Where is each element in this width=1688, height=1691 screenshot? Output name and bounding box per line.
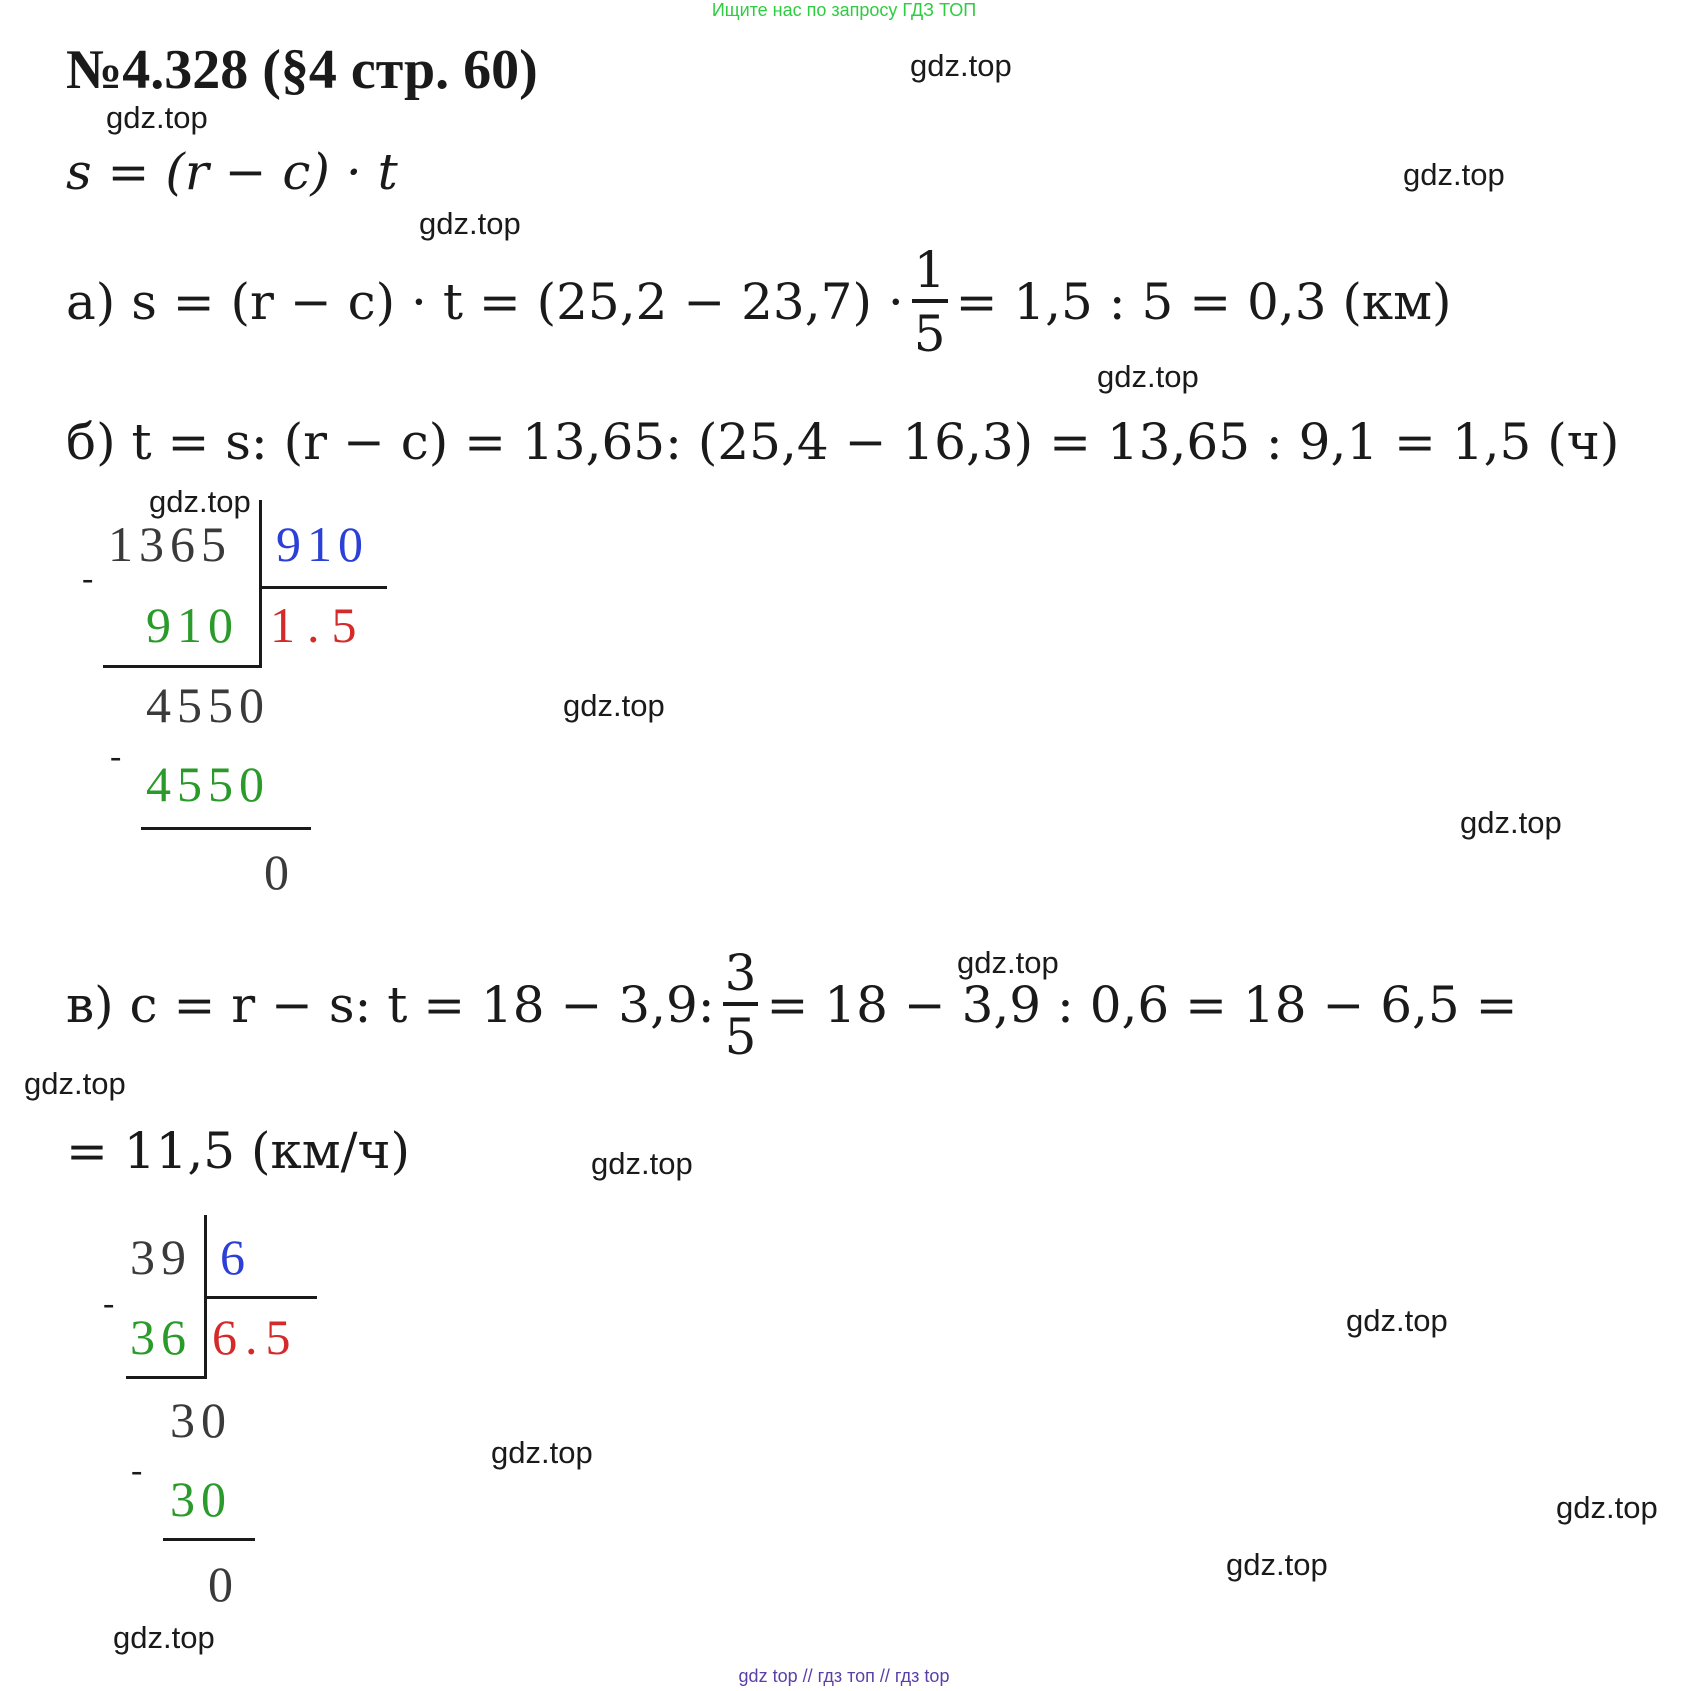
part-b-text: б) t = s: (r − c) = 13,65: (25,4 − 16,3) = 13,65 : 9,1 = 1,5 (ч) bbox=[66, 413, 1620, 471]
division-2-divisor-rule bbox=[204, 1296, 317, 1299]
watermark: gdz.top bbox=[24, 1066, 126, 1101]
watermark: gdz.top bbox=[910, 48, 1012, 83]
watermark: gdz.top bbox=[591, 1146, 693, 1181]
base-formula: s = (r − c) · t bbox=[66, 143, 398, 201]
division-1-rule-2 bbox=[141, 827, 311, 830]
division-2-rule-2 bbox=[163, 1538, 255, 1541]
division-2-divisor: 6 bbox=[220, 1229, 245, 1285]
division-1-minus-1: - bbox=[82, 560, 94, 597]
division-1-minus-2: - bbox=[110, 738, 122, 775]
part-c-fraction bbox=[723, 944, 759, 1066]
division-2-quotient: 6.5 bbox=[212, 1309, 299, 1365]
division-1-subtrahend-1: 910 bbox=[146, 597, 239, 653]
division-2-result: 0 bbox=[208, 1556, 233, 1612]
part-b bbox=[66, 413, 1619, 471]
division-2-rule-1 bbox=[126, 1376, 207, 1379]
watermark: gdz.top bbox=[563, 688, 665, 723]
footer-links: gdz top // гдз топ // гдз top bbox=[738, 1666, 950, 1686]
page-title: №4.328 (§4 стр. 60) bbox=[66, 39, 538, 101]
division-1-result: 0 bbox=[264, 844, 289, 900]
watermark: gdz.top bbox=[957, 945, 1059, 980]
division-1-subtrahend-2: 4550 bbox=[146, 756, 270, 812]
division-2-remainder-1: 30 bbox=[170, 1392, 232, 1448]
part-c-suffix: = 18 − 3,9 : 0,6 = 18 − 6,5 = bbox=[766, 976, 1518, 1034]
watermark: gdz.top bbox=[1346, 1303, 1448, 1338]
watermark: gdz.top bbox=[1226, 1547, 1328, 1582]
division-2-dividend: 39 bbox=[130, 1229, 192, 1285]
watermark: gdz.top bbox=[1556, 1490, 1658, 1525]
division-1-dividend: 1365 bbox=[108, 516, 232, 572]
watermark: gdz.top bbox=[419, 206, 521, 241]
part-a-numerator: 1 bbox=[912, 245, 948, 303]
part-a bbox=[66, 241, 1452, 363]
division-1-vertical-rule bbox=[259, 500, 262, 668]
division-2-minus-1: - bbox=[103, 1285, 115, 1322]
part-a-suffix: = 1,5 : 5 = 0,3 (км) bbox=[955, 273, 1452, 331]
part-c-prefix: в) c = r − s: t = 18 − 3,9: bbox=[66, 976, 715, 1034]
division-2-subtrahend-2: 30 bbox=[170, 1471, 232, 1527]
division-1-divisor-rule bbox=[259, 586, 387, 589]
division-1-divisor: 910 bbox=[276, 516, 369, 572]
watermark: gdz.top bbox=[1097, 359, 1199, 394]
watermark: gdz.top bbox=[1460, 805, 1562, 840]
division-1-rule-1 bbox=[103, 665, 262, 668]
part-c bbox=[66, 944, 1518, 1066]
part-a-fraction bbox=[912, 241, 948, 363]
part-c-line-2: = 11,5 (км/ч) bbox=[66, 1122, 411, 1180]
watermark: gdz.top bbox=[1403, 157, 1505, 192]
part-a-denominator: 5 bbox=[913, 305, 946, 363]
watermark: gdz.top bbox=[106, 100, 208, 135]
watermark: gdz.top bbox=[491, 1435, 593, 1470]
division-2-minus-2: - bbox=[131, 1452, 143, 1489]
watermark: gdz.top bbox=[149, 484, 251, 519]
division-1-remainder-1: 4550 bbox=[146, 677, 270, 733]
watermark: gdz.top bbox=[113, 1620, 215, 1655]
part-c-numerator: 3 bbox=[723, 948, 759, 1006]
division-1-quotient: 1.5 bbox=[270, 597, 369, 653]
search-banner: Ищите нас по запросу ГДЗ ТОП bbox=[711, 0, 977, 20]
part-c-denominator: 5 bbox=[724, 1008, 757, 1066]
part-a-prefix: а) s = (r − c) · t = (25,2 − 23,7) · bbox=[66, 273, 904, 331]
division-2-subtrahend-1: 36 bbox=[130, 1309, 192, 1365]
